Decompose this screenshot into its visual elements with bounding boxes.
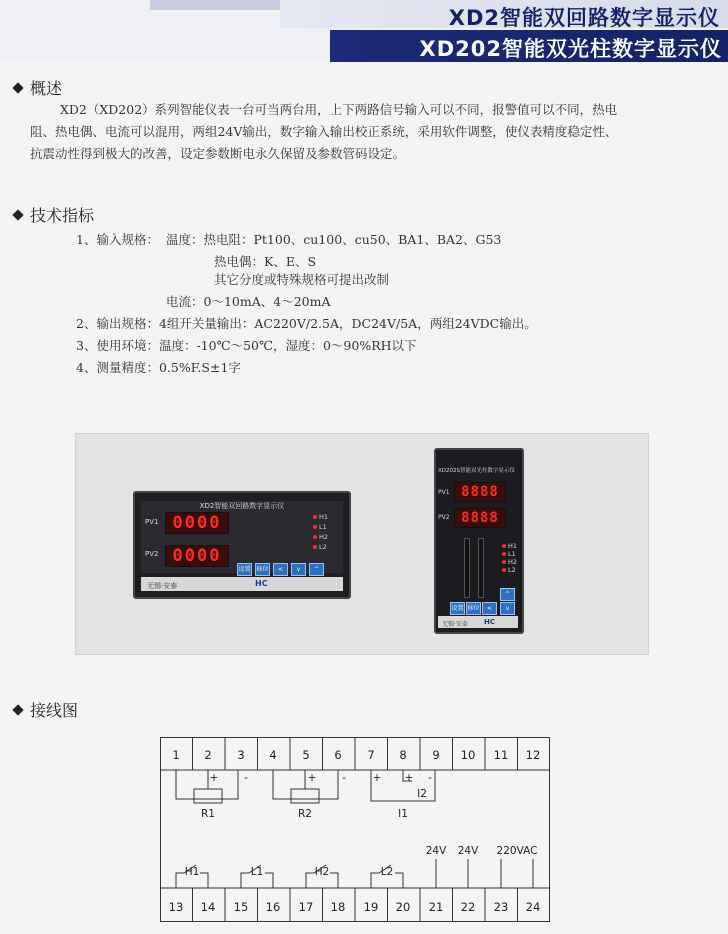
l2-label: L2 [380, 866, 394, 878]
brand-logo-2: HC [484, 618, 495, 626]
led-h2-2: H2 [502, 558, 517, 566]
terminal-7: 7 [367, 748, 375, 762]
220vac-label: 220VAC [496, 845, 538, 857]
spec-item1-label: 1、输入规格： [76, 232, 159, 247]
led-l2: L2 [313, 543, 327, 551]
terminal-23: 23 [493, 900, 509, 914]
terminal-10: 10 [460, 748, 476, 762]
terminal-11: 11 [493, 748, 509, 762]
page-title-line1: XD2智能双回路数字显示仪 [448, 6, 720, 30]
down-button[interactable]: v [291, 563, 306, 576]
wiring-diagram [160, 737, 550, 922]
pv2-label: PV2 [145, 550, 159, 558]
led-h2: H2 [313, 533, 328, 541]
left-button[interactable]: < [273, 563, 288, 576]
bargraph-1 [464, 538, 470, 598]
plus-mark: + [404, 772, 414, 784]
terminal-24: 24 [525, 900, 541, 914]
panel-meter-horizontal [133, 491, 351, 599]
set-button-2[interactable]: 设置 [450, 602, 465, 615]
panel1-title: XD2智能双回路数字显示仪 [199, 502, 285, 510]
terminal-2: 2 [204, 748, 212, 762]
terminal-16: 16 [265, 900, 281, 914]
terminal-12: 12 [525, 748, 541, 762]
spec-item1-line1: 温度：热电阻：Pt100、cu100、cu50、BA1、BA2、G53 [166, 232, 502, 247]
minus-mark: - [244, 772, 248, 784]
l1-label: L1 [250, 866, 264, 878]
spec-item4: 4、测量精度：0.5%F.S±1字 [76, 360, 241, 375]
r2-label: R2 [298, 808, 312, 820]
terminal-1: 1 [172, 748, 180, 762]
i2-label: I2 [417, 788, 427, 800]
terminal-4: 4 [269, 748, 277, 762]
wiring-heading [14, 698, 78, 721]
diamond-bullet-icon [12, 209, 23, 220]
pv1-label: PV1 [145, 518, 159, 526]
spec-item3: 3、使用环境：温度：-10℃～50℃，湿度：0～90%RH以下 [76, 338, 417, 353]
led-l1: L1 [313, 523, 327, 531]
terminal-19: 19 [363, 900, 379, 914]
r1-label: R1 [201, 808, 215, 820]
terminal-13: 13 [168, 900, 184, 914]
overview-paragraph [30, 99, 708, 165]
h1-label: H1 [184, 866, 200, 878]
set-button[interactable]: 设置 [237, 563, 252, 576]
spec-item1-line4: 电流：0～10mA、4～20mA [166, 294, 331, 309]
terminal-14: 14 [200, 900, 216, 914]
panel-meter-vertical [434, 448, 524, 634]
overview-line: 抗震动性得到极大的改善，设定参数断电永久保留及参数管码设定。 [30, 146, 406, 161]
terminal-3: 3 [237, 748, 245, 762]
24v-label-2: 24V [457, 845, 479, 857]
overview-line: XD2（XD202）系列智能仪表一台可当两台用，上下两路信号输入可以不同，报警值可以不同，热电 [60, 102, 618, 117]
terminal-15: 15 [233, 900, 249, 914]
terminal-18: 18 [330, 900, 346, 914]
pv2-display: 0000 [165, 545, 229, 567]
shift-button-2[interactable]: 移位 [466, 602, 481, 615]
minus-mark: - [428, 772, 432, 784]
bargraph-2 [478, 538, 484, 598]
up-button[interactable]: ^ [309, 563, 324, 576]
terminal-5: 5 [302, 748, 310, 762]
plus-mark: + [372, 772, 382, 784]
terminal-22: 22 [460, 900, 476, 914]
diamond-bullet-icon [12, 704, 23, 715]
overview-heading-text: 概述 [30, 79, 63, 98]
left-button-2[interactable]: < [482, 602, 497, 615]
terminal-8: 8 [399, 748, 407, 762]
shift-button[interactable]: 移位 [255, 563, 270, 576]
specs-heading-text: 技术指标 [30, 206, 95, 225]
spec-item1-line3: 其它分度或特殊规格可提出改制 [214, 272, 390, 287]
plus-mark: + [209, 772, 219, 784]
led-l2-2: L2 [502, 566, 516, 574]
pv2-label-2: PV2 [438, 514, 450, 521]
24v-label-1: 24V [425, 845, 447, 857]
led-h1-2: H1 [502, 542, 517, 550]
pv2-display-2: 8888 [454, 508, 506, 528]
led-l1-2: L1 [502, 550, 516, 558]
i1-label: I1 [398, 808, 408, 820]
brand-label: 无锡·安泰 [147, 582, 178, 590]
terminal-6: 6 [334, 748, 342, 762]
terminal-21: 21 [428, 900, 444, 914]
pv1-label-2: PV1 [438, 489, 450, 496]
spec-item2: 2、输出规格：4组开关量输出：AC220V/2.5A，DC24V/5A，两组24VDC输出。 [76, 316, 537, 331]
terminal-9: 9 [432, 748, 440, 762]
brand-logo: HC [255, 579, 268, 588]
down-button-2[interactable]: v [500, 602, 515, 615]
page-title-line2: XD202智能双光柱数字显示仪 [419, 37, 722, 61]
terminal-17: 17 [298, 900, 314, 914]
specs-heading [14, 203, 94, 226]
spec-item1-line2: 热电偶：K、E、S [214, 254, 317, 269]
wiring-heading-text: 接线图 [30, 701, 79, 720]
up-button-2[interactable]: ^ [500, 588, 515, 601]
led-h1: H1 [313, 513, 328, 521]
plus-mark: + [307, 772, 317, 784]
terminal-20: 20 [395, 900, 411, 914]
minus-mark: - [342, 772, 346, 784]
h2-label: H2 [314, 866, 330, 878]
pv1-display-2: 8888 [454, 482, 506, 502]
overview-line: 阻、热电偶、电流可以混用，两组24V输出，数字输入输出校正系统，采用软件调整，使仪表精度稳定性、 [30, 124, 618, 139]
brand-label-2: 无锡·安泰 [442, 621, 468, 628]
panel2-title: XD202S智能双光柱数字显示仪 [438, 468, 515, 474]
overview-heading [14, 76, 62, 99]
pv1-display: 0000 [165, 512, 229, 534]
diamond-bullet-icon [12, 82, 23, 93]
